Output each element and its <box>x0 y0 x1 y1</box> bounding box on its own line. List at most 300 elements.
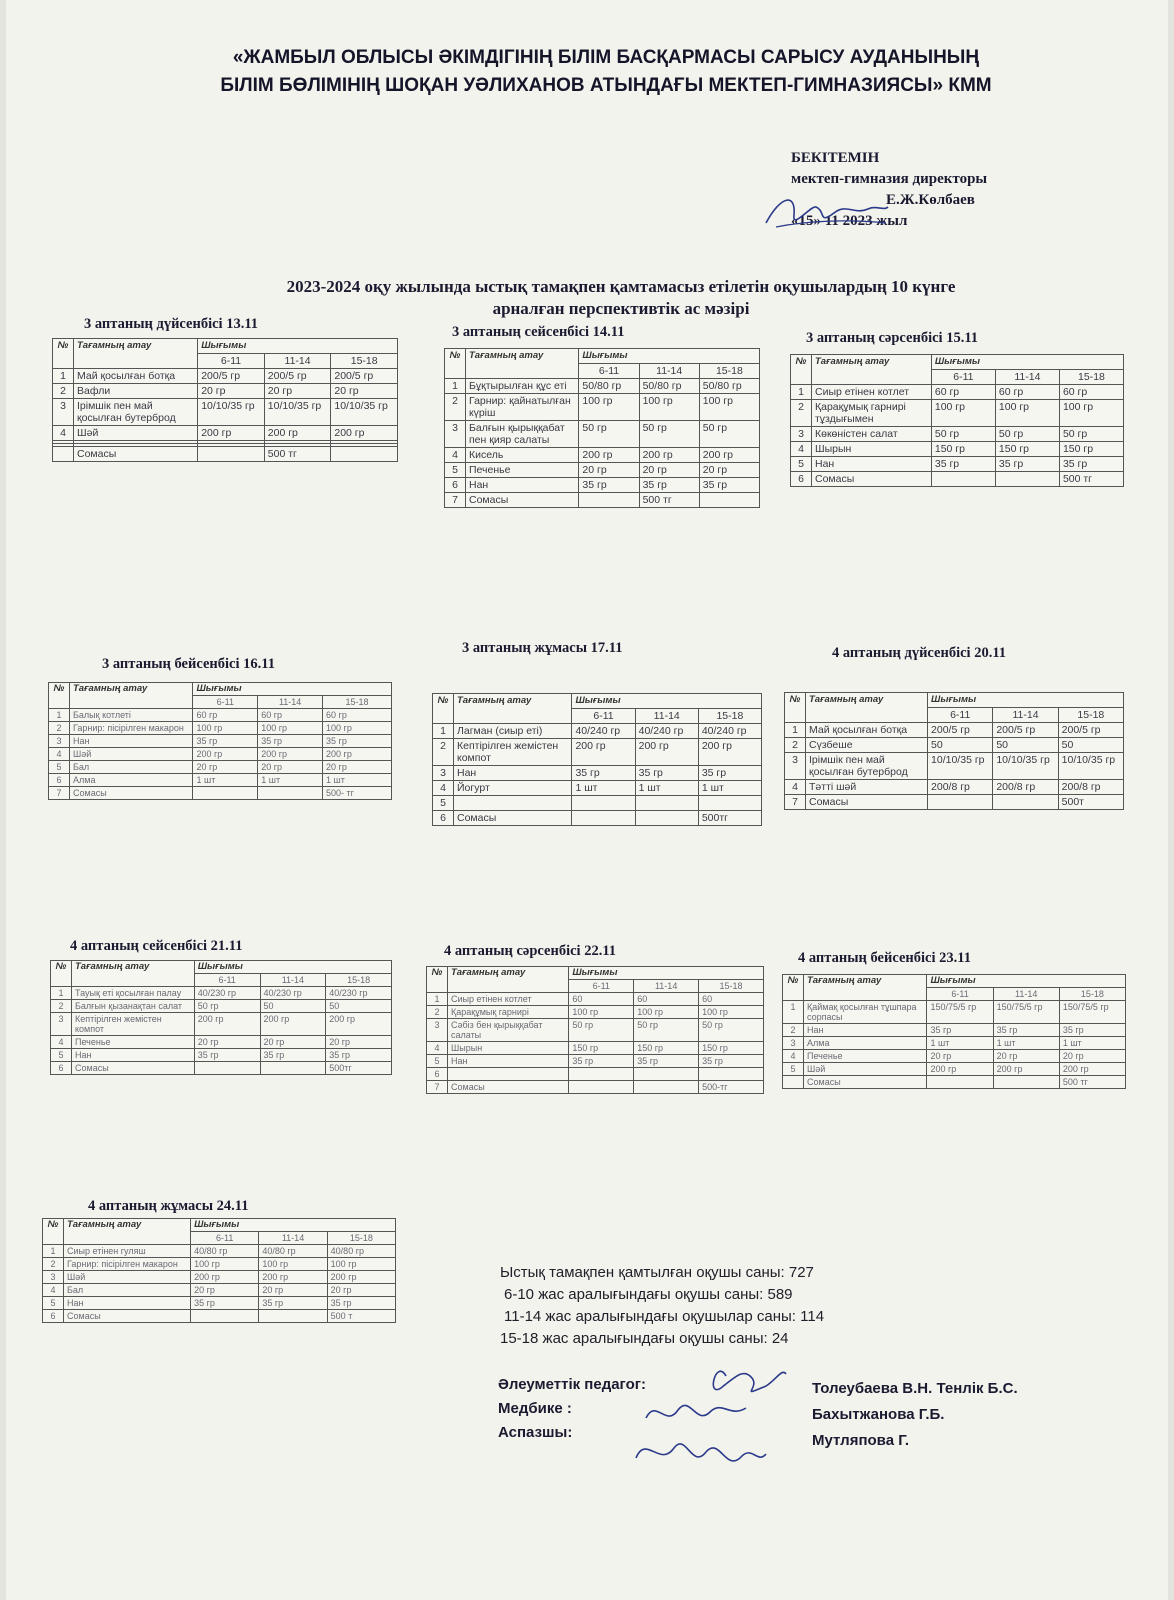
row-num: 7 <box>49 787 70 800</box>
yield-11-14 <box>995 472 1059 487</box>
yield-15-18: 150 гр <box>1059 442 1123 457</box>
table-row <box>433 811 762 826</box>
yield-6-11: 20 гр <box>198 384 265 399</box>
dish-name: Сомасы <box>466 493 579 508</box>
col-num-header: № <box>445 349 466 379</box>
yield-11-14: 100 гр <box>639 394 699 421</box>
row-num: 2 <box>43 1258 64 1271</box>
staff-role: Әлеуметтік педагог: <box>498 1376 647 1393</box>
yield-11-14: 60 <box>634 993 699 1006</box>
yield-11-14: 200 гр <box>260 1013 326 1036</box>
yield-15-18: 35 гр <box>323 735 392 748</box>
row-num: 2 <box>49 722 70 735</box>
table-header-row <box>791 355 1124 370</box>
yield-11-14: 200 гр <box>993 1063 1059 1076</box>
yield-6-11: 60 гр <box>193 709 258 722</box>
age-group-header: 11-14 <box>259 1232 327 1245</box>
staff-role: Медбике : <box>498 1400 572 1417</box>
yield-6-11: 10/10/35 гр <box>928 753 993 780</box>
yield-15-18: 200 гр <box>327 1271 395 1284</box>
yield-11-14: 100 гр <box>995 400 1059 427</box>
table-row <box>433 796 762 811</box>
yield-6-11: 200/8 гр <box>928 780 993 795</box>
table-row <box>791 442 1124 457</box>
menu-table <box>48 682 392 800</box>
table-row <box>51 1013 392 1036</box>
dish-name: Шәй <box>804 1063 927 1076</box>
table-row <box>51 1000 392 1013</box>
row-num: 4 <box>791 442 812 457</box>
yield-6-11: 200 гр <box>191 1271 259 1284</box>
row-num: 3 <box>43 1271 64 1284</box>
yield-6-11: 50 <box>928 738 993 753</box>
yield-11-14: 60 гр <box>258 709 323 722</box>
row-num: 5 <box>51 1049 72 1062</box>
table-header-row <box>53 339 398 354</box>
row-num: 5 <box>433 796 454 811</box>
table-row <box>785 723 1124 738</box>
yield-6-11: 35 гр <box>194 1049 260 1062</box>
yield-15-18: 60 <box>699 993 764 1006</box>
row-num: 4 <box>51 1036 72 1049</box>
yield-11-14: 150 гр <box>634 1042 699 1055</box>
yield-6-11: 100 гр <box>193 722 258 735</box>
yield-15-18: 500- тг <box>323 787 392 800</box>
table-row <box>43 1271 396 1284</box>
dish-name <box>454 796 572 811</box>
yield-15-18: 50 <box>326 1000 392 1013</box>
dish-name: Сомасы <box>804 1076 927 1089</box>
yield-11-14: 100 гр <box>634 1006 699 1019</box>
yield-11-14 <box>634 1068 699 1081</box>
yield-6-11 <box>572 811 635 826</box>
dish-name: Нан <box>812 457 932 472</box>
yield-6-11 <box>572 796 635 811</box>
table-row <box>783 1037 1126 1050</box>
yield-15-18: 500т <box>1058 795 1123 810</box>
table-row <box>49 774 392 787</box>
row-num: 7 <box>785 795 806 810</box>
yield-6-11: 35 гр <box>579 478 639 493</box>
yield-15-18: 150 гр <box>699 1042 764 1055</box>
yield-6-11: 35 гр <box>569 1055 634 1068</box>
yield-15-18: 20 гр <box>327 1284 395 1297</box>
yield-11-14: 100 гр <box>258 722 323 735</box>
row-num: 4 <box>785 780 806 795</box>
row-num: 1 <box>445 379 466 394</box>
row-num: 3 <box>51 1013 72 1036</box>
yield-11-14: 35 гр <box>259 1297 327 1310</box>
dish-name: Сомасы <box>72 1062 195 1075</box>
yield-11-14: 200 гр <box>264 426 331 441</box>
age-group-header: 6-11 <box>928 708 993 723</box>
yield-15-18: 50 гр <box>699 421 759 448</box>
yield-11-14: 35 гр <box>260 1049 326 1062</box>
day-title: 3 аптаның жұмасы 17.11 <box>462 640 623 656</box>
yield-11-14: 200/5 гр <box>264 369 331 384</box>
table-row <box>49 761 392 774</box>
dish-name: Май қосылған ботқа <box>74 369 198 384</box>
age-group-header: 6-11 <box>927 988 993 1001</box>
row-num: 2 <box>51 1000 72 1013</box>
yield-6-11: 200 гр <box>927 1063 993 1076</box>
yield-6-11: 200 гр <box>193 748 258 761</box>
dish-name: Нан <box>804 1024 927 1037</box>
table-row <box>785 753 1124 780</box>
dish-name: Вафли <box>74 384 198 399</box>
table-row <box>785 780 1124 795</box>
dish-name: Қарақұмық гарнирі <box>448 1006 569 1019</box>
yield-6-11 <box>579 493 639 508</box>
col-num-header: № <box>783 975 804 1001</box>
yield-6-11: 50 гр <box>569 1019 634 1042</box>
dish-name: Сомасы <box>448 1081 569 1094</box>
dish-name: Шырын <box>448 1042 569 1055</box>
yield-11-14 <box>259 1310 327 1323</box>
dish-name: Нан <box>64 1297 191 1310</box>
age-group-header: 11-14 <box>635 709 698 724</box>
student-stats <box>500 1262 824 1350</box>
dish-name: Печенье <box>72 1036 195 1049</box>
dish-name: Бұқтырылған құс еті <box>466 379 579 394</box>
table-row <box>445 421 760 448</box>
table-row <box>445 463 760 478</box>
table-row <box>53 399 398 426</box>
row-num: 2 <box>433 739 454 766</box>
yield-15-18: 35 гр <box>699 478 759 493</box>
yield-15-18: 100 гр <box>699 1006 764 1019</box>
row-num: 3 <box>785 753 806 780</box>
row-num: 7 <box>427 1081 448 1094</box>
age-group-header: 15-18 <box>1059 988 1125 1001</box>
age-group-header: 15-18 <box>331 354 398 369</box>
yield-11-14: 500 тг <box>264 447 331 462</box>
table-row <box>783 1063 1126 1076</box>
yield-6-11: 100 гр <box>579 394 639 421</box>
dish-name: Йогурт <box>454 781 572 796</box>
row-num: 1 <box>791 385 812 400</box>
table-row <box>49 748 392 761</box>
yield-11-14: 200/5 гр <box>993 723 1058 738</box>
yield-11-14: 100 гр <box>259 1258 327 1271</box>
table-row <box>53 369 398 384</box>
dish-name: Кисель <box>466 448 579 463</box>
table-row <box>53 426 398 441</box>
table-row <box>783 1001 1126 1024</box>
yield-15-18: 20 гр <box>1059 1050 1125 1063</box>
col-num-header: № <box>53 339 74 369</box>
row-num: 5 <box>427 1055 448 1068</box>
yield-15-18: 20 гр <box>326 1036 392 1049</box>
menu-table <box>426 966 764 1094</box>
row-num: 2 <box>791 400 812 427</box>
row-num: 2 <box>785 738 806 753</box>
yield-11-14: 20 гр <box>993 1050 1059 1063</box>
day-title: 3 аптаның дүйсенбісі 13.11 <box>84 316 259 332</box>
yield-11-14: 50 <box>260 1000 326 1013</box>
age-group-header: 15-18 <box>699 364 759 379</box>
yield-15-18: 200 гр <box>698 739 761 766</box>
col-yield-header: Шығымы <box>193 683 392 696</box>
dish-name: Шәй <box>70 748 193 761</box>
row-num: 7 <box>445 493 466 508</box>
menu-table <box>42 1218 396 1323</box>
dish-name: Бал <box>70 761 193 774</box>
stats-age-11-14: 11-14 жас аралығындағы оқушылар саны: 114 <box>504 1308 825 1325</box>
dish-name: Сиыр етінен котлет <box>812 385 932 400</box>
dish-name: Сомасы <box>806 795 928 810</box>
day-title: 3 аптаның сейсенбісі 14.11 <box>452 324 625 340</box>
age-group-header: 6-11 <box>198 354 265 369</box>
day-title: 4 аптаның жұмасы 24.11 <box>88 1198 249 1214</box>
yield-11-14: 20 гр <box>264 384 331 399</box>
dish-name: Гарнир: пісірілген макарон <box>64 1258 191 1271</box>
yield-11-14: 1 шт <box>635 781 698 796</box>
dish-name <box>448 1068 569 1081</box>
age-group-header: 15-18 <box>326 974 392 987</box>
table-row <box>49 735 392 748</box>
staff-names: Мутляпова Г. <box>812 1432 910 1449</box>
row-num: 3 <box>49 735 70 748</box>
dish-name: Балық котлеті <box>70 709 193 722</box>
yield-6-11: 150/75/5 гр <box>927 1001 993 1024</box>
yield-6-11: 200 гр <box>572 739 635 766</box>
menu-table <box>432 693 762 826</box>
yield-15-18: 35 гр <box>1059 457 1123 472</box>
yield-11-14: 20 гр <box>639 463 699 478</box>
col-num-header: № <box>791 355 812 385</box>
yield-6-11 <box>927 1076 993 1089</box>
yield-11-14: 10/10/35 гр <box>993 753 1058 780</box>
yield-6-11: 35 гр <box>572 766 635 781</box>
yield-6-11: 200 гр <box>579 448 639 463</box>
yield-15-18: 500 т <box>327 1310 395 1323</box>
stats-age-15-18: 15-18 жас аралығындағы оқушы саны: 24 <box>500 1330 789 1347</box>
row-num: 5 <box>49 761 70 774</box>
yield-15-18 <box>698 796 761 811</box>
row-num: 1 <box>783 1001 804 1024</box>
yield-11-14: 200 гр <box>258 748 323 761</box>
table-row <box>433 781 762 796</box>
table-header-row <box>783 975 1126 988</box>
table-row <box>445 394 760 421</box>
table-row <box>445 379 760 394</box>
age-group-header: 15-18 <box>1058 708 1123 723</box>
dish-name: Алма <box>70 774 193 787</box>
yield-15-18: 35 гр <box>698 766 761 781</box>
yield-11-14: 500 тг <box>639 493 699 508</box>
yield-15-18: 35 гр <box>699 1055 764 1068</box>
row-num: 3 <box>427 1019 448 1042</box>
yield-15-18: 20 гр <box>323 761 392 774</box>
yield-6-11: 50/80 гр <box>579 379 639 394</box>
dish-name: Гарнир: пісірілген макарон <box>70 722 193 735</box>
row-num: 6 <box>51 1062 72 1075</box>
stats-age-6-10: 6-10 жас аралығындағы оқушы саны: 589 <box>504 1286 793 1303</box>
yield-15-18: 200/5 гр <box>1058 723 1123 738</box>
day-title: 3 аптаның сәрсенбісі 15.11 <box>806 330 979 346</box>
table-header-row <box>445 349 760 364</box>
yield-6-11: 40/240 гр <box>572 724 635 739</box>
dish-name: Сиыр етінен гуляш <box>64 1245 191 1258</box>
table-row <box>791 385 1124 400</box>
dish-name: Қаймақ қосылған тұшпара сорпасы <box>804 1001 927 1024</box>
yield-15-18: 100 гр <box>699 394 759 421</box>
yield-11-14: 35 гр <box>993 1024 1059 1037</box>
yield-11-14: 35 гр <box>634 1055 699 1068</box>
menu-table <box>444 348 760 508</box>
table-header-row <box>51 961 392 974</box>
col-yield-header: Шығымы <box>572 694 762 709</box>
col-name-header: Тағамның атау <box>70 683 193 709</box>
yield-6-11: 1 шт <box>572 781 635 796</box>
col-name-header: Тағамның атау <box>74 339 198 369</box>
table-row <box>427 1019 764 1042</box>
table-row <box>427 1042 764 1055</box>
col-num-header: № <box>49 683 70 709</box>
table-row <box>49 787 392 800</box>
yield-6-11: 100 гр <box>931 400 995 427</box>
row-num: 5 <box>43 1297 64 1310</box>
age-group-header: 11-14 <box>995 370 1059 385</box>
age-group-header: 6-11 <box>191 1232 259 1245</box>
menu-table <box>50 960 392 1075</box>
age-group-header: 15-18 <box>1059 370 1123 385</box>
yield-15-18: 1 шт <box>323 774 392 787</box>
age-group-header: 11-14 <box>260 974 326 987</box>
staff-signatures <box>626 1348 806 1488</box>
col-name-header: Тағамның атау <box>812 355 932 385</box>
table-row <box>51 987 392 1000</box>
yield-6-11: 40/230 гр <box>194 987 260 1000</box>
dish-name: Шырын <box>812 442 932 457</box>
stats-total: Ыстық тамақпен қамтылған оқушы саны: 727 <box>500 1264 814 1281</box>
age-group-header: 6-11 <box>579 364 639 379</box>
row-num: 6 <box>427 1068 448 1081</box>
yield-15-18: 200 гр <box>699 448 759 463</box>
yield-6-11: 35 гр <box>931 457 995 472</box>
row-num: 2 <box>783 1024 804 1037</box>
yield-11-14: 20 гр <box>259 1284 327 1297</box>
yield-6-11: 20 гр <box>927 1050 993 1063</box>
row-num: 6 <box>445 478 466 493</box>
yield-11-14: 10/10/35 гр <box>264 399 331 426</box>
day-title: 4 аптаның бейсенбісі 23.11 <box>798 950 971 966</box>
yield-6-11: 60 <box>569 993 634 1006</box>
col-yield-header: Шығымы <box>569 967 764 980</box>
yield-6-11: 100 гр <box>191 1258 259 1271</box>
table-row <box>433 739 762 766</box>
row-num: 6 <box>433 811 454 826</box>
yield-15-18: 100 гр <box>323 722 392 735</box>
yield-6-11 <box>193 787 258 800</box>
table-row <box>785 795 1124 810</box>
dish-name: Сәбіз бен қырыққабат салаты <box>448 1019 569 1042</box>
yield-15-18: 200 гр <box>326 1013 392 1036</box>
row-num: 1 <box>51 987 72 1000</box>
dish-name: Печенье <box>804 1050 927 1063</box>
yield-15-18: 200 гр <box>1059 1063 1125 1076</box>
staff-names: Толеубаева В.Н. Тенлік Б.С. <box>812 1380 1018 1397</box>
yield-15-18: 60 гр <box>323 709 392 722</box>
approve-date: «15» 11 2023 жыл <box>791 213 908 229</box>
menu-table <box>784 692 1124 810</box>
yield-11-14: 35 гр <box>995 457 1059 472</box>
row-num: 5 <box>445 463 466 478</box>
row-num: 4 <box>445 448 466 463</box>
yield-15-18: 1 шт <box>698 781 761 796</box>
yield-6-11: 50 гр <box>931 427 995 442</box>
yield-15-18: 35 гр <box>1059 1024 1125 1037</box>
day-title: 4 аптаның сәрсенбісі 22.11 <box>444 943 617 959</box>
table-row <box>445 478 760 493</box>
row-num: 4 <box>53 426 74 441</box>
dish-name: Балғын қырыққабат пен қияр салаты <box>466 421 579 448</box>
age-group-header: 6-11 <box>193 696 258 709</box>
table-row <box>433 724 762 739</box>
col-num-header: № <box>51 961 72 987</box>
yield-11-14: 40/230 гр <box>260 987 326 1000</box>
yield-15-18: 200/5 гр <box>331 369 398 384</box>
yield-15-18: 200 гр <box>331 426 398 441</box>
table-header-row <box>433 694 762 709</box>
yield-15-18: 60 гр <box>1059 385 1123 400</box>
yield-15-18: 40/80 гр <box>327 1245 395 1258</box>
yield-15-18: 40/240 гр <box>698 724 761 739</box>
yield-6-11: 1 шт <box>193 774 258 787</box>
yield-15-18 <box>331 447 398 462</box>
col-name-header: Тағамның атау <box>64 1219 191 1245</box>
yield-15-18: 35 гр <box>326 1049 392 1062</box>
age-group-header: 15-18 <box>327 1232 395 1245</box>
yield-11-14: 35 гр <box>258 735 323 748</box>
table-row <box>433 766 762 781</box>
table-row <box>43 1245 396 1258</box>
col-yield-header: Шығымы <box>579 349 760 364</box>
age-group-header: 6-11 <box>569 980 634 993</box>
table-row <box>51 1049 392 1062</box>
yield-11-14: 1 шт <box>258 774 323 787</box>
menu-table <box>790 354 1124 487</box>
yield-6-11: 50 гр <box>579 421 639 448</box>
dish-name: Нан <box>466 478 579 493</box>
col-name-header: Тағамның атау <box>448 967 569 993</box>
approve-name: Е.Ж.Көлбаев <box>886 192 975 208</box>
yield-6-11: 10/10/35 гр <box>198 399 265 426</box>
table-row <box>783 1050 1126 1063</box>
dish-name: Кептірілген жемістен компот <box>454 739 572 766</box>
day-title: 4 аптаның сейсенбісі 21.11 <box>70 938 243 954</box>
dish-name: Лагман (сиыр еті) <box>454 724 572 739</box>
yield-11-14: 35 гр <box>639 478 699 493</box>
row-num: 6 <box>791 472 812 487</box>
table-row <box>791 400 1124 427</box>
yield-11-14: 200/8 гр <box>993 780 1058 795</box>
age-group-header: 15-18 <box>698 709 761 724</box>
age-group-header: 6-11 <box>572 709 635 724</box>
yield-11-14: 20 гр <box>258 761 323 774</box>
yield-15-18: 10/10/35 гр <box>1058 753 1123 780</box>
yield-15-18: 500 тг <box>1059 472 1123 487</box>
row-num: 4 <box>49 748 70 761</box>
yield-11-14: 200 гр <box>259 1271 327 1284</box>
approve-role: мектеп-гимназия директоры <box>791 171 988 187</box>
row-num: 3 <box>53 399 74 426</box>
age-group-header: 11-14 <box>634 980 699 993</box>
table-row <box>791 472 1124 487</box>
menu-table <box>52 338 398 462</box>
yield-6-11 <box>931 472 995 487</box>
